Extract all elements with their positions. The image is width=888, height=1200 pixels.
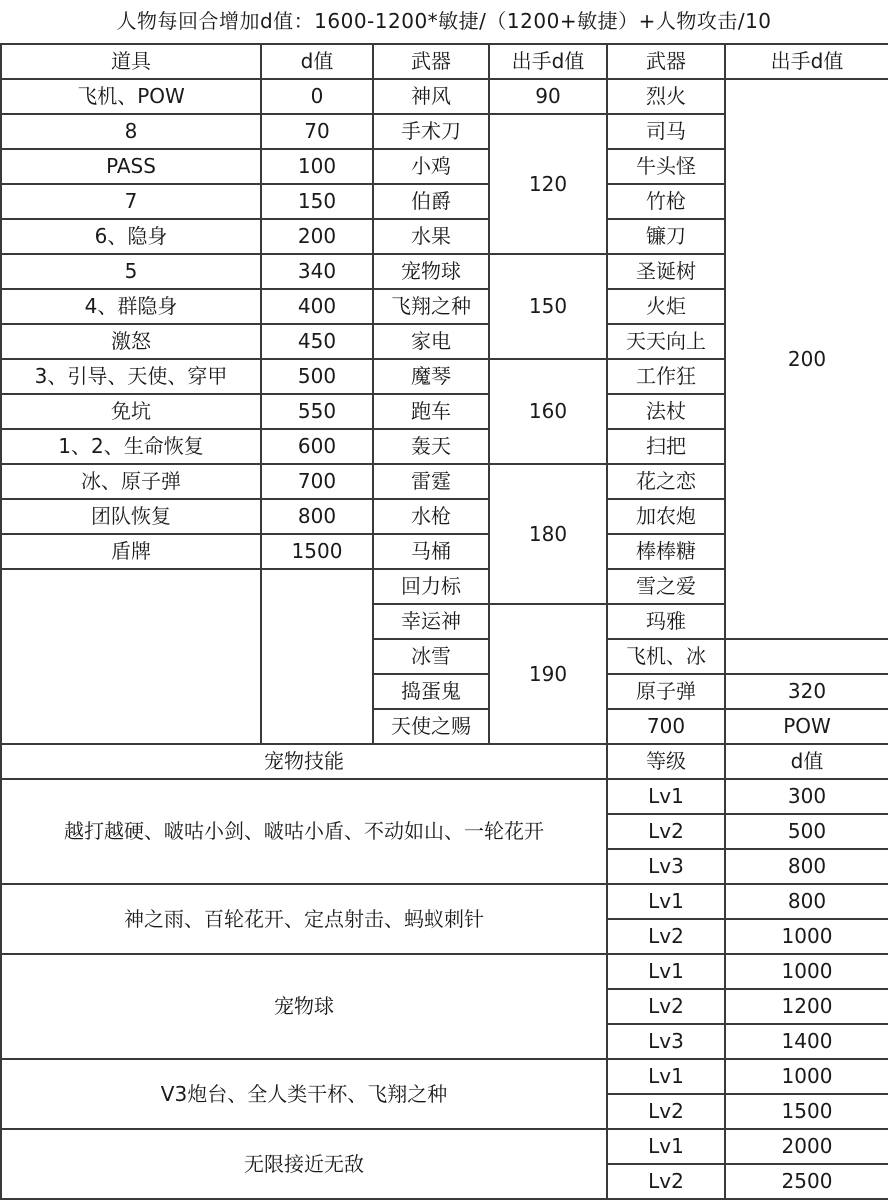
pet-skill-name: 神之雨、百轮花开、定点射击、蚂蚁刺针 [1,884,607,954]
item-d-value: 200 [261,219,373,254]
pet-section-title: 宠物技能 [1,744,607,779]
main-data-table [0,43,888,1200]
pet-skill-name: 越打越硬、啵咕小剑、啵咕小盾、不动如山、一轮花开 [1,779,607,884]
weapon-name-left: 回力标 [373,569,489,604]
pet-d-value: 1000 [725,954,888,989]
weapon-d-left: 180 [489,464,607,604]
item-name: 盾牌 [1,534,261,569]
weapon-name-right: 花之恋 [607,464,725,499]
pet-skill-name: V3炮台、全人类干杯、飞翔之种 [1,1059,607,1129]
pet-d-value: 2500 [725,1164,888,1199]
weapon-d-left: 150 [489,254,607,359]
weapon-name-left: 魔琴 [373,359,489,394]
weapon-d-left: 190 [489,604,607,744]
weapon-name-right: 雪之爱 [607,569,725,604]
item-name: 团队恢复 [1,499,261,534]
header-attack-d-2: 出手d值 [725,44,888,79]
weapon-name-right: 法杖 [607,394,725,429]
weapon-name-right: 扫把 [607,429,725,464]
weapon-name-left: 冰雪 [373,639,489,674]
item-name: 5 [1,254,261,289]
formula-text: 人物每回合增加d值：1600-1200*敏捷/（1200+敏捷）+人物攻击/10 [116,9,772,33]
weapon-name-right: 竹枪 [607,184,725,219]
pet-skill-row [1,884,888,919]
weapon-name-left: 捣蛋鬼 [373,674,489,709]
weapon-name-right: 原子弹 [607,674,725,709]
weapon-d-left: 120 [489,114,607,254]
pet-skill-row [1,1059,888,1094]
item-name: 冰、原子弹 [1,464,261,499]
weapon-name-left: 家电 [373,324,489,359]
pet-level: Lv3 [607,849,725,884]
pet-skill-name: 无限接近无敌 [1,1129,607,1199]
item-name: 6、隐身 [1,219,261,254]
pet-d-value: 1400 [725,1024,888,1059]
header-items: 道具 [1,44,261,79]
weapon-name-left: 小鸡 [373,149,489,184]
table-header-row [1,44,888,79]
item-d-value: 100 [261,149,373,184]
weapon-name-left: 宠物球 [373,254,489,289]
pet-level: Lv1 [607,779,725,814]
weapon-name-left: 跑车 [373,394,489,429]
item-d-value: 700 [261,464,373,499]
weapon-name-right: 司马 [607,114,725,149]
item-d-value: 1500 [261,534,373,569]
weapon-name-right: 烈火 [607,79,725,114]
pet-d-value: 1000 [725,919,888,954]
pet-skill-row [1,1129,888,1164]
header-weapon-2: 武器 [607,44,725,79]
weapon-d-left: 700 [607,709,725,744]
weapon-name-right: 棒棒糖 [607,534,725,569]
weapon-name-right: 火炬 [607,289,725,324]
pet-d-header: d值 [725,744,888,779]
pet-section-header-row [1,744,888,779]
item-name: PASS [1,149,261,184]
weapon-d-left: 90 [489,79,607,114]
pet-level: Lv1 [607,1129,725,1164]
weapon-d-left: 160 [489,359,607,464]
pet-level: Lv1 [607,1059,725,1094]
item-d-value: 340 [261,254,373,289]
weapon-name-left: 轰天 [373,429,489,464]
pet-level: Lv2 [607,989,725,1024]
pet-level: Lv2 [607,1164,725,1199]
pet-level: Lv2 [607,814,725,849]
item-d-value: 0 [261,79,373,114]
item-name: 激怒 [1,324,261,359]
pet-level-header: 等级 [607,744,725,779]
weapon-name-left: 幸运神 [373,604,489,639]
weapon-name-right: 工作狂 [607,359,725,394]
pet-d-value: 1200 [725,989,888,1024]
weapon-name-left: 水枪 [373,499,489,534]
item-name: 免坑 [1,394,261,429]
weapon-d-right: 320 [725,674,888,709]
weapon-name-left: 飞翔之种 [373,289,489,324]
weapon-name-right: 加农炮 [607,499,725,534]
table-row [1,79,888,114]
pet-d-value: 1000 [725,1059,888,1094]
item-name: 1、2、生命恢复 [1,429,261,464]
pet-d-value: 300 [725,779,888,814]
pet-d-value: 800 [725,849,888,884]
item-name: 8 [1,114,261,149]
item-name: 4、群隐身 [1,289,261,324]
item-name: 7 [1,184,261,219]
weapon-name-left: 手术刀 [373,114,489,149]
pet-skill-row [1,954,888,989]
weapon-name-left: 水果 [373,219,489,254]
item-name: 3、引导、天使、穿甲 [1,359,261,394]
item-d-value: 550 [261,394,373,429]
empty-cell [261,569,373,744]
weapon-name-right: 牛头怪 [607,149,725,184]
pet-level: Lv1 [607,954,725,989]
pet-skill-row [1,779,888,814]
header-weapon-1: 武器 [373,44,489,79]
weapon-name-right: 天天向上 [607,324,725,359]
weapon-name-left: 马桶 [373,534,489,569]
pet-d-value: 500 [725,814,888,849]
pet-level: Lv2 [607,919,725,954]
weapon-name-right: 玛雅 [607,604,725,639]
item-d-value: 400 [261,289,373,324]
weapon-name-left: 神风 [373,79,489,114]
weapon-name-left: 天使之赐 [373,709,489,744]
item-name: 飞机、POW [1,79,261,114]
empty-cell [1,569,261,744]
item-d-value: 500 [261,359,373,394]
pet-level: Lv1 [607,884,725,919]
header-attack-d-1: 出手d值 [489,44,607,79]
item-d-value: 150 [261,184,373,219]
weapon-d-right: 200 [725,79,888,639]
pet-level: Lv3 [607,1024,725,1059]
pet-skill-name: 宠物球 [1,954,607,1059]
item-d-value: 800 [261,499,373,534]
weapon-name-left: 伯爵 [373,184,489,219]
pet-d-value: 2000 [725,1129,888,1164]
weapon-name-right: 镰刀 [607,219,725,254]
weapon-name-right: POW [725,709,888,744]
pet-level: Lv2 [607,1094,725,1129]
pet-d-value: 1500 [725,1094,888,1129]
weapon-name-right: 飞机、冰 [607,639,725,674]
item-d-value: 450 [261,324,373,359]
weapon-name-left: 雷霆 [373,464,489,499]
header-d-value: d值 [261,44,373,79]
item-d-value: 600 [261,429,373,464]
pet-d-value: 800 [725,884,888,919]
item-d-value: 70 [261,114,373,149]
weapon-name-right: 圣诞树 [607,254,725,289]
